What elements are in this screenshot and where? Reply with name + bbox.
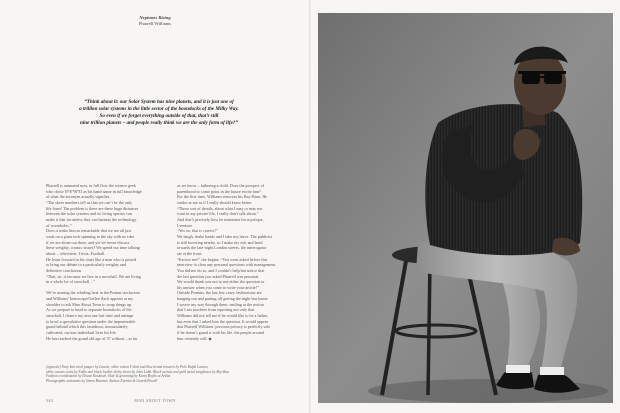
body-text-line: make it that far unless they can harness the technology: [46, 216, 137, 222]
credit-line: (opposite) Navy knit wool jumper by Lanvin, white cotton T-shirt and blue denim trousers by Polo Ralph Lauren,: [46, 365, 209, 369]
body-text-line: I venture.: [177, 222, 193, 228]
body-text-line: that I am nowhere from reporting not only that: [177, 307, 255, 313]
body-text-line: to bring our debate to a particularly weighty and: [46, 262, 127, 268]
body-text-line: in a whole lot of snowball…”: [46, 279, 96, 285]
body-text-line: We laugh, shake hands and I take my leave. The publicist: [177, 233, 273, 239]
right-sock: [540, 367, 564, 375]
pull-quote: [50, 99, 268, 127]
body-text-line: Does it strike him as remarkable that we are all just: [46, 228, 132, 234]
pull-quote-line: a trillion solar systems in the little sector of the boondocks of the Milky Way.: [79, 106, 239, 112]
body-text-line: We would thank you not to use either the question or: [177, 279, 265, 285]
body-text-line: about… television. Trivia. Football.: [46, 250, 106, 256]
body-text-line: And that’s precisely how he maintains his mystique,: [177, 216, 264, 222]
pull-quote-line: nine trillion planets – and people really think we are the only form of life?”: [80, 120, 238, 126]
body-text-line: cultivated, curious individual lives his life.: [46, 330, 117, 336]
photo-credits: [46, 365, 276, 383]
body-text-line: definitive conclusion.: [46, 267, 82, 273]
body-text-line: the last question you asked Pharrell was personal.: [177, 273, 260, 279]
body-text-line: as we know – fathering a child. Does the prospect of: [177, 183, 265, 188]
pull-quote-line: So even if we forget everything outside of that, that’s still: [99, 113, 219, 119]
credit-line: Fashion coordination by Ilisane Koskinen. Hair & grooming by Karin Boyko at Artlist: [46, 374, 171, 379]
body-text-line: guard behind which this fastidious, immaculately: [46, 324, 128, 330]
body-text-line: “Yes sir, that is correct!”: [177, 228, 218, 234]
body-text-line: hanging out and putting off getting the night bus home.: [177, 296, 269, 302]
body-text-line: life form! The problem is there are these huge distances: [46, 205, 139, 211]
body-text-line: Outside Peanuts, the last few crazy fashionistas are: [177, 290, 262, 296]
body-text-line: of wormholes.”: [46, 222, 72, 228]
body-text-line: “Excuse me!” she begins. “You went asked before this: [177, 256, 268, 262]
body-text-line: his answer when you come to write your article!”: [177, 284, 259, 290]
body-text-line: want in my private life, I really don’t talk about.”: [177, 211, 259, 217]
credit-line: Photographic assistants by Simon Brunner, Andrea Fuentes & Gareth Powell: [46, 378, 158, 383]
body-text-line: of what the acronym actually signifies.: [46, 194, 111, 200]
magazine-name: MAN ABOUT TOWN: [134, 399, 176, 403]
body-text-line: who chose N*E*R*D as his band name in full knowledge: [46, 188, 142, 194]
body-text-line: between the solar systems and no living species can: [46, 211, 132, 217]
body-text-line: shoulder to ask Man About Town to wrap things up.: [46, 301, 133, 307]
body-text-line: but even that I asked him the question. It would appear: [177, 318, 268, 324]
section-header: [0, 15, 310, 26]
body-text-line: towards the late-night London streets, the interrogator: [177, 245, 267, 251]
body-text-line: ate at the front.: [177, 250, 203, 256]
body-text-line: He leans forward in his chair like a man who is poised: [46, 256, 137, 262]
page-gutter: [309, 0, 311, 413]
body-text-line: these weighty, cosmic issues? We spend our time talking: [46, 245, 140, 251]
pull-quote-line: “Think about it: our Solar System has nine planets, and it is just one of: [84, 99, 234, 105]
body-text-line: I weave my way through them, smiling at the notion: [177, 301, 264, 307]
body-text-line: to bowl a speculative question under the impenetrable: [46, 318, 136, 324]
portrait-photo: [318, 13, 613, 403]
body-text-line: “Those sort of details, about what I may or may not: [177, 205, 263, 211]
body-text-line: He has reached the grand old age of 37 without – as far: [46, 335, 138, 341]
credit-line: white canvas socks by Falke and black leather derby shoes by John Lobb. Black acetate and gold metal sunglasses by Ray-Ban: [46, 369, 229, 374]
body-column-left: [46, 183, 168, 341]
body-text-line: parenthood to come point in the future excite him?: [177, 188, 261, 194]
body-text-line: For the first time, Williams removes his Ray-Bans. He: [177, 194, 268, 200]
section-kicker: Neptunes Rising: [139, 15, 171, 20]
body-text-line: interview to clear any personal questions with management.: [177, 262, 277, 268]
body-text-line: souls on a giant rock spinning in the sky with no idea: [46, 233, 135, 239]
body-text-line: “The sheer numbers tell us that we can’t be the only: [46, 199, 133, 205]
body-text-line: You did not do so, and I couldn’t help but notice that: [177, 267, 265, 273]
page-number: 340: [46, 399, 54, 403]
body-text-line: is still hovering nearby, so I make my exit and head: [177, 239, 263, 245]
portrait-illustration: [318, 13, 613, 403]
body-text-line: Williams did not tell me if he would like to be a father,: [177, 313, 268, 319]
body-text-line: As we prepare to head to separate boondocks of the: [46, 307, 132, 313]
body-text-line: We’re nearing the whirling heat in the Peanut stockroom: [46, 290, 140, 296]
body-column-right: [177, 183, 299, 341]
body-text-line: him certainly will. ◆: [177, 335, 212, 341]
body-text-line: if he doesn’t guard it with his life, the people around: [177, 330, 264, 336]
body-text-line: if we are alone out there, and yet we never discuss: [46, 239, 130, 245]
body-text-line: “That, sir, is because we live in a snowball. We are living: [46, 273, 141, 279]
body-text-line: snowball, I chance my arm one last time and attempt: [46, 313, 134, 319]
body-text-line: and Williams’ Interscope/Geffen flack appears at my: [46, 296, 134, 302]
left-sock: [506, 365, 530, 373]
body-text-line: Pharrell is animated now, in full flow the science geek: [46, 183, 136, 188]
body-text-line: that Pharrell Williams’ precious privacy is perfectly safe: [177, 324, 271, 330]
section-subtitle: Pharrell Williams: [138, 20, 172, 26]
body-text-line: smiles at me as if I really should know better.: [177, 199, 253, 205]
